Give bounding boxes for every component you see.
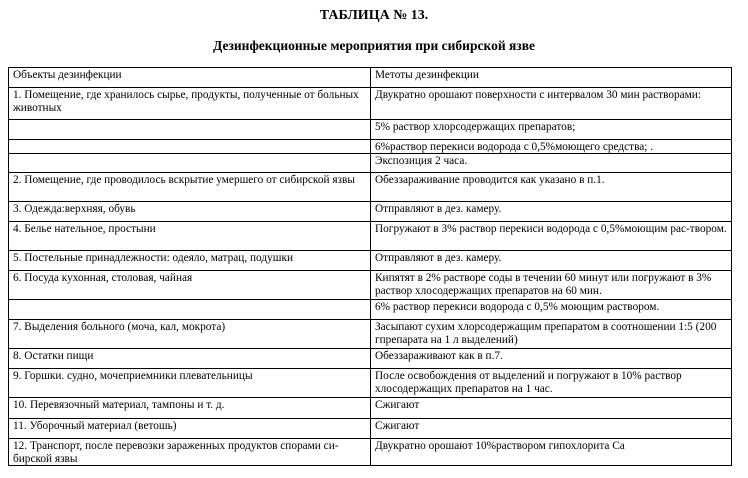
method-cell: Экспозиция 2 часа. [371,154,732,173]
table-row [9,140,732,154]
object-cell: 2. Помещение, где проводилось вскрытие умершего от сибирской язвы [9,173,371,202]
method-cell: Отправляют в дез. камеру. [371,251,732,271]
object-cell: 5. Постельные принадлежности: одеяло, матрац, подушки [9,251,371,271]
method-cell: Обеззараживают как в п.7. [371,349,732,369]
table-row [9,320,732,349]
method-cell: Погружают в 3% раствор перекиси водорода с 0,5%моющим рас-твором. [371,222,732,251]
object-cell [9,154,371,173]
table-row [9,202,732,222]
table-row [9,251,732,271]
method-cell: 6%раствор перекиси водорода с 0,5%моющего средства; . [371,140,732,154]
object-cell [9,120,371,140]
object-cell: 9. Горшки. судно, мочеприемники плевательницы [9,369,371,398]
disinfection-table [8,67,732,466]
method-cell: Засыпают сухим хлорсодержащим препаратом в соотношении 1:5 (200 гпрепарата на 1 л выделений) [371,320,732,349]
method-cell: Двукратно орошают 10%раствором гипохлорита Ca [371,439,732,466]
table-row [9,88,732,120]
object-cell: 7. Выделения больного (моча, кал, мокрота) [9,320,371,349]
object-cell [9,140,371,154]
table-row [9,120,732,140]
object-cell [9,300,371,320]
method-cell: Обеззараживание проводится как указано в п.1. [371,173,732,202]
table-row [9,398,732,419]
method-cell: После освобождения от выделений и погружают в 10% раствор хлосодержащих препаратов на 1 час. [371,369,732,398]
table-row [9,271,732,300]
table-row [9,154,732,173]
object-cell: 12. Транспорт, после перевозки зараженных продуктов спорами си-бирской язвы [9,439,371,466]
table-row [9,439,732,466]
method-cell: Сжигают [371,398,732,419]
method-cell: 6% раствор перекиси водорода с 0,5% моющим раствором. [371,300,732,320]
object-cell: 3. Одежда:верхняя, обувь [9,202,371,222]
object-cell: 6. Посуда кухонная, столовая, чайная [9,271,371,300]
table-caption: Дезинфекционные мероприятия при сибирской язве [213,38,535,53]
table-row [9,222,732,251]
method-cell: Отправляют в дез. камеру. [371,202,732,222]
table-header-row [9,68,732,88]
table-row [9,173,732,202]
table-number-title: ТАБЛИЦА № 13. [319,8,429,23]
header-objects: Объекты дезинфекции [9,68,371,88]
object-cell: 8. Остатки пищи [9,349,371,369]
table-row [9,300,732,320]
table-row [9,369,732,398]
object-cell: 11. Уборочный материал (ветошь) [9,419,371,439]
table-row [9,349,732,369]
object-cell: 10. Перевязочный материал, тампоны и т. д. [9,398,371,419]
method-cell: Сжигают [371,419,732,439]
method-cell: 5% раствор хлорсодержащих препаратов; [371,120,732,140]
header-methods: Метоты дезинфекции [371,68,732,88]
object-cell: 1. Помещение, где хранилось сырье, продукты, полученные от больных животных [9,88,371,120]
object-cell: 4. Белье нательное, простыни [9,222,371,251]
method-cell: Кипятят в 2% растворе соды в течении 60 минут или погружают в 3% раствор хлосодержащих препаратов на 60 мин. [371,271,732,300]
method-cell: Двукратно орошают поверхности с интервалом 30 мин растворами: [371,88,732,120]
table-row [9,419,732,439]
